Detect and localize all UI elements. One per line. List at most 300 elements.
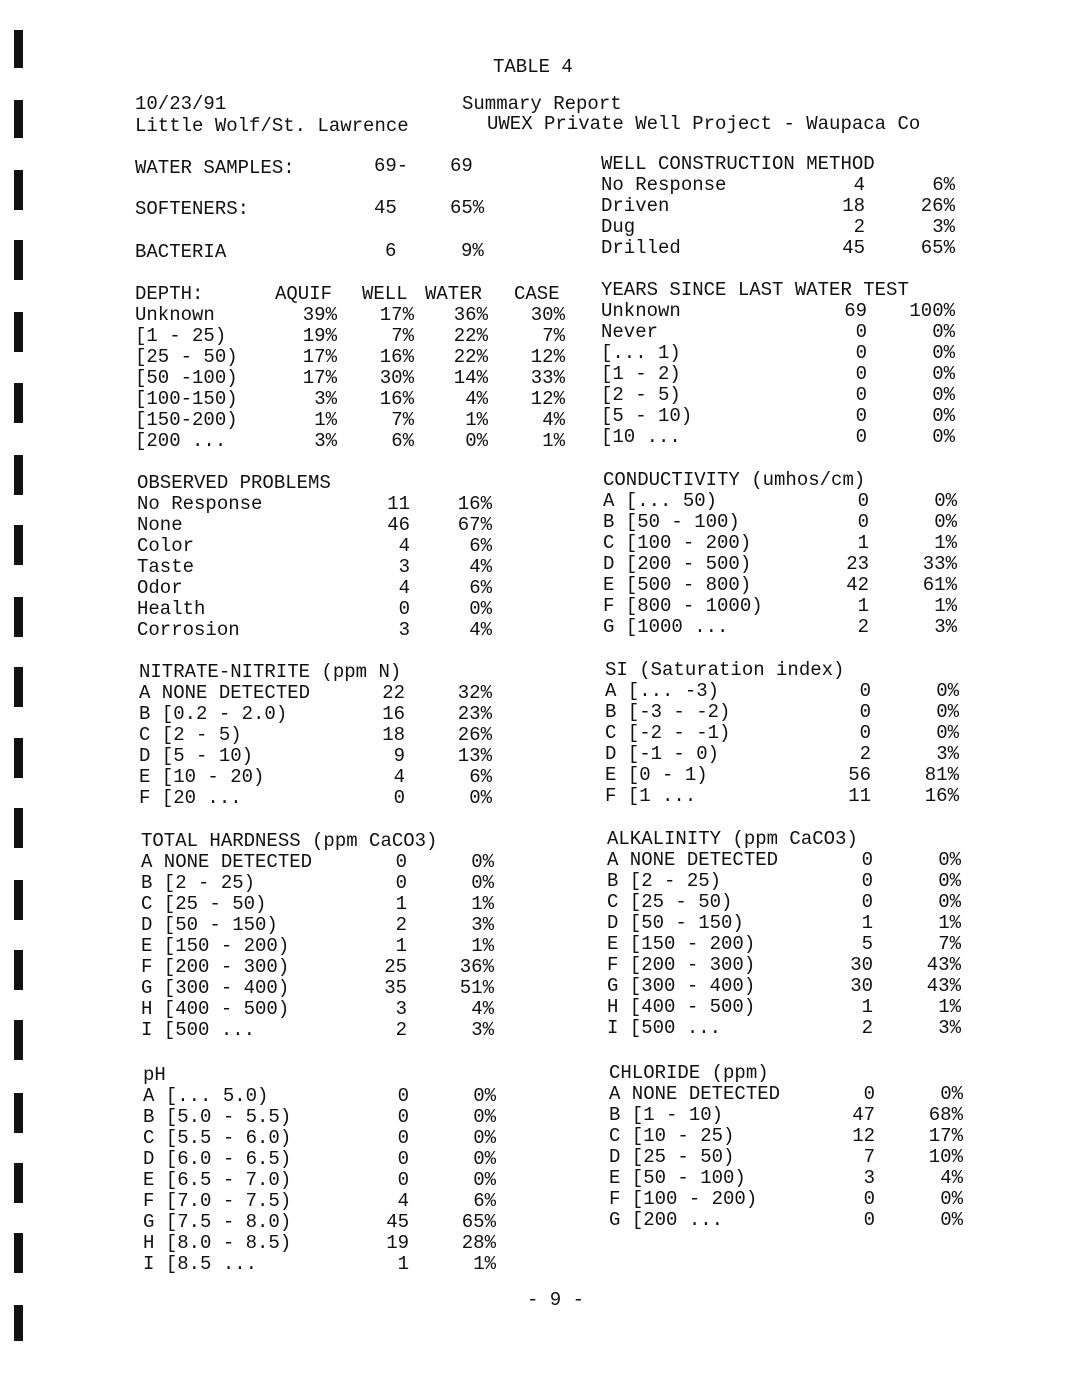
count-value: 0 [855,426,867,448]
case-value: 7% [542,325,565,347]
table-row [141,915,501,936]
section-title: SI (Saturation index) [605,659,845,681]
percent-value: 0% [932,363,955,385]
row-label: I [500 ... [141,1019,256,1041]
count-value: 23 [846,553,869,575]
table-row [607,955,967,976]
count-value: 0 [863,1083,875,1105]
count-value: 3 [395,998,407,1020]
table-row [607,892,967,913]
table-row [605,702,965,723]
table-row [609,1126,969,1147]
table-row [137,557,497,578]
percent-value: 17% [928,1125,963,1147]
row-label: H [8.0 - 8.5) [143,1232,292,1254]
percent-value: 43% [926,954,961,976]
row-label: E [500 - 800) [603,574,752,596]
percent-value: 0% [932,321,955,343]
aquif-value: 39% [302,304,337,326]
percent-value: 67% [457,514,492,536]
row-label: I [8.5 ... [143,1253,258,1275]
percent-value: 0% [932,405,955,427]
softeners-count: 45 [374,197,397,219]
percent-value: 100% [909,300,955,322]
count-value: 0 [397,1148,409,1170]
well-value: 7% [391,325,414,347]
percent-value: 0% [936,680,959,702]
count-value: 3 [398,619,410,641]
binder-mark [14,525,23,565]
table-row [137,536,497,557]
percent-value: 0% [471,851,494,873]
percent-value: 0% [940,1188,963,1210]
table-row [605,744,965,765]
table-row [143,1212,503,1233]
table-row [603,554,963,575]
table-row [135,431,575,452]
count-value: 1 [397,1253,409,1275]
count-value: 18 [842,195,865,217]
table-row [609,1147,969,1168]
percent-value: 0% [934,511,957,533]
bacteria-label: BACTERIA [135,241,227,263]
count-value: 2 [395,914,407,936]
table-row [607,871,967,892]
row-label: G [300 - 400) [141,977,290,999]
row-label: F [200 - 300) [141,956,290,978]
percent-value: 32% [457,682,492,704]
percent-value: 0% [934,490,957,512]
percent-value: 6% [932,174,955,196]
table-row [601,364,961,385]
row-label: A [... 5.0) [143,1085,269,1107]
row-label: B [2 - 25) [141,872,256,894]
water-samples-label: WATER SAMPLES: [135,157,295,179]
count-value: 0 [397,1127,409,1149]
table-row [601,196,961,217]
percent-value: 0% [473,1106,496,1128]
row-label: B [0.2 - 2.0) [139,703,288,725]
percent-value: 0% [938,849,961,871]
row-label: C [5.5 - 6.0) [143,1127,292,1149]
count-value: 1 [395,935,407,957]
table-row [601,427,961,448]
aquif-value: 3% [314,388,337,410]
percent-value: 81% [924,764,959,786]
table-row [601,217,961,238]
percent-value: 36% [459,956,494,978]
water-value: 4% [465,388,488,410]
percent-value: 0% [938,891,961,913]
percent-value: 26% [457,724,492,746]
binder-mark [14,738,23,778]
table-row [139,788,499,809]
row-label: E [10 - 20) [139,766,265,788]
binder-mark [14,597,23,637]
row-label: H [400 - 500) [607,996,756,1018]
well-value: 16% [379,346,414,368]
percent-value: 1% [934,532,957,554]
nitrate-section [139,662,499,809]
section-title: CHLORIDE (ppm) [609,1062,769,1084]
percent-value: 3% [932,216,955,238]
percent-value: 16% [457,493,492,515]
table-row [603,533,963,554]
count-value: 19 [386,1232,409,1254]
softeners-label: SOFTENERS: [135,198,250,220]
years-since-test-section [601,280,961,448]
count-value: 0 [857,490,869,512]
case-value: 33% [530,367,565,389]
count-value: 69 [844,300,867,322]
report-date: 10/23/91 [135,93,227,115]
count-value: 0 [395,872,407,894]
row-label: None [137,514,183,536]
row-label: C [25 - 50) [607,891,733,913]
count-value: 11 [848,785,871,807]
table-row [607,1018,967,1039]
count-value: 0 [397,1085,409,1107]
count-value: 16 [382,703,405,725]
count-value: 42 [846,574,869,596]
percent-value: 0% [938,870,961,892]
percent-value: 6% [469,766,492,788]
row-label: D [25 - 50) [609,1146,735,1168]
percent-value: 0% [473,1148,496,1170]
count-value: 5 [861,933,873,955]
percent-value: 0% [473,1085,496,1107]
count-value: 45 [842,237,865,259]
binder-mark [14,880,23,920]
table-row [605,765,965,786]
table-row [141,957,501,978]
table-row [605,786,965,807]
count-value: 0 [855,405,867,427]
table-row [601,175,961,196]
row-label: B [1 - 10) [609,1104,724,1126]
row-label: E [150 - 200) [141,935,290,957]
binder-mark [14,383,23,423]
aquif-value: 3% [314,430,337,452]
table-row [609,1105,969,1126]
percent-value: 10% [928,1146,963,1168]
row-label: C [10 - 25) [609,1125,735,1147]
percent-value: 0% [473,1127,496,1149]
percent-value: 65% [920,237,955,259]
water-value: 1% [465,409,488,431]
table-row [135,326,575,347]
table-row [141,999,501,1020]
table-row [601,343,961,364]
row-label: F [800 - 1000) [603,595,763,617]
ph-section [143,1065,503,1275]
row-label: Health [137,598,206,620]
percent-value: 28% [461,1232,496,1254]
case-value: 12% [530,388,565,410]
percent-value: 13% [457,745,492,767]
row-label: A NONE DETECTED [139,682,311,704]
count-value: 0 [861,891,873,913]
table-row [601,301,961,322]
depth-label: DEPTH: [135,283,204,305]
binder-mark [14,1093,23,1133]
percent-value: 3% [938,1017,961,1039]
row-label: H [400 - 500) [141,998,290,1020]
table-row [609,1168,969,1189]
count-value: 9 [393,745,405,767]
percent-value: 4% [940,1167,963,1189]
count-value: 45 [386,1211,409,1233]
table-row [139,704,499,725]
row-label: [2 - 5) [601,384,681,406]
table-row [601,406,961,427]
row-label: F [7.0 - 7.5) [143,1190,292,1212]
count-value: 0 [855,342,867,364]
table-row [601,322,961,343]
aquif-value: 1% [314,409,337,431]
count-value: 12 [852,1125,875,1147]
table-row [605,681,965,702]
binder-mark [14,1305,23,1341]
row-label: A [... 50) [603,490,718,512]
depth-range-label: [25 - 50) [135,346,238,368]
binder-mark [14,1163,23,1203]
depth-range-label: [1 - 25) [135,325,227,347]
row-label: Never [601,321,659,343]
row-label: [1 - 2) [601,363,681,385]
table-title: TABLE 4 [493,56,573,78]
table-row [141,894,501,915]
percent-value: 23% [457,703,492,725]
table-row [609,1189,969,1210]
row-label: E [0 - 1) [605,764,708,786]
percent-value: 3% [934,616,957,638]
row-label: A NONE DETECTED [607,849,779,871]
case-value: 4% [542,409,565,431]
section-title: YEARS SINCE LAST WATER TEST [601,279,909,301]
row-label: C [25 - 50) [141,893,267,915]
bacteria-count: 6 [385,240,397,262]
count-value: 0 [855,321,867,343]
count-value: 4 [853,174,865,196]
binder-mark [14,808,23,848]
row-label: D [50 - 150) [141,914,278,936]
row-label: B [50 - 100) [603,511,740,533]
depth-range-label: [200 ... [135,430,227,452]
section-title: WELL CONSTRUCTION METHOD [601,153,875,175]
table-row [605,723,965,744]
percent-value: 3% [471,914,494,936]
row-label: I [500 ... [607,1017,722,1039]
well-header: WELL [362,283,408,305]
row-label: Odor [137,577,183,599]
row-label: G [1000 ... [603,616,729,638]
depth-table [135,284,575,452]
count-value: 0 [855,384,867,406]
row-label: Corrosion [137,619,240,641]
row-label: G [300 - 400) [607,975,756,997]
row-label: D [50 - 150) [607,912,744,934]
table-row [601,385,961,406]
percent-value: 16% [924,785,959,807]
row-label: [10 ... [601,426,681,448]
count-value: 18 [382,724,405,746]
count-value: 4 [398,577,410,599]
count-value: 0 [861,870,873,892]
binder-mark [14,170,23,210]
percent-value: 0% [471,872,494,894]
count-value: 30 [850,954,873,976]
percent-value: 33% [922,553,957,575]
depth-range-label: Unknown [135,304,215,326]
table-row [607,976,967,997]
count-value: 0 [859,680,871,702]
row-label: C [100 - 200) [603,532,752,554]
percent-value: 43% [926,975,961,997]
alkalinity-section [607,829,967,1039]
depth-header-row [135,284,575,305]
count-value: 0 [857,511,869,533]
hardness-section [141,831,501,1041]
percent-value: 3% [936,743,959,765]
row-label: D [5 - 10) [139,745,254,767]
depth-range-label: [150-200) [135,409,238,431]
aquif-value: 19% [302,325,337,347]
row-label: A NONE DETECTED [141,851,313,873]
table-row [607,934,967,955]
count-value: 56 [848,764,871,786]
count-value: 0 [398,598,410,620]
row-label: [5 - 10) [601,405,693,427]
row-label: F [1 ... [605,785,697,807]
table-row [143,1170,503,1191]
section-title: CONDUCTIVITY (umhos/cm) [603,469,866,491]
case-header: CASE [514,283,560,305]
percent-value: 0% [936,701,959,723]
count-value: 2 [857,616,869,638]
table-row [141,936,501,957]
binder-mark [14,1020,23,1060]
table-row [143,1191,503,1212]
count-value: 0 [863,1188,875,1210]
count-value: 22 [382,682,405,704]
count-value: 35 [384,977,407,999]
table-row [137,599,497,620]
table-row [603,491,963,512]
section-title: NITRATE-NITRITE (ppm N) [139,661,402,683]
well-value: 7% [391,409,414,431]
row-label: No Response [137,493,263,515]
count-value: 2 [853,216,865,238]
table-row [603,596,963,617]
percent-value: 0% [940,1083,963,1105]
row-label: G [200 ... [609,1209,724,1231]
percent-value: 4% [469,619,492,641]
percent-value: 0% [940,1209,963,1231]
table-row [609,1084,969,1105]
binder-mark [14,100,23,138]
table-row [139,767,499,788]
row-label: Unknown [601,300,681,322]
count-value: 3 [863,1167,875,1189]
percent-value: 7% [938,933,961,955]
row-label: Drilled [601,237,681,259]
percent-value: 0% [936,722,959,744]
count-value: 4 [398,535,410,557]
row-label: E [50 - 100) [609,1167,746,1189]
page-number: - 9 - [527,1289,585,1311]
table-row [607,913,967,934]
row-label: B [-3 - -2) [605,701,731,723]
percent-value: 61% [922,574,957,596]
water-samples-total: 69 [450,155,473,177]
count-value: 11 [387,493,410,515]
row-label: Dug [601,216,636,238]
water-value: 36% [453,304,488,326]
percent-value: 65% [461,1211,496,1233]
location: Little Wolf/St. Lawrence [135,115,409,137]
count-value: 1 [395,893,407,915]
table-row [603,617,963,638]
water-value: 22% [453,346,488,368]
percent-value: 6% [469,535,492,557]
table-row [135,347,575,368]
case-value: 1% [542,430,565,452]
construction-section [601,154,961,259]
percent-value: 1% [471,893,494,915]
count-value: 2 [859,743,871,765]
percent-value: 26% [920,195,955,217]
row-label: G [7.5 - 8.0) [143,1211,292,1233]
row-label: Taste [137,556,195,578]
count-value: 4 [393,766,405,788]
table-row [143,1233,503,1254]
case-value: 12% [530,346,565,368]
saturation-section [605,660,965,807]
percent-value: 0% [932,426,955,448]
count-value: 3 [398,556,410,578]
row-label: E [150 - 200) [607,933,756,955]
count-value: 0 [397,1169,409,1191]
count-value: 0 [393,787,405,809]
table-row [139,746,499,767]
row-label: B [2 - 25) [607,870,722,892]
count-value: 25 [384,956,407,978]
aquif-value: 17% [302,367,337,389]
table-row [141,852,501,873]
row-label: F [100 - 200) [609,1188,758,1210]
count-value: 0 [859,701,871,723]
binder-mark [14,455,23,495]
row-label: [... 1) [601,342,681,364]
table-row [141,978,501,999]
table-row [607,997,967,1018]
percent-value: 6% [469,577,492,599]
aquif-value: 17% [302,346,337,368]
table-row [135,389,575,410]
row-label: F [20 ... [139,787,242,809]
binder-mark [14,312,23,352]
row-label: No Response [601,174,727,196]
table-row [603,575,963,596]
row-label: Color [137,535,195,557]
table-row [601,238,961,259]
count-value: 47 [852,1104,875,1126]
row-label: A [... -3) [605,680,720,702]
binder-mark [14,1233,23,1273]
count-value: 1 [857,595,869,617]
water-value: 22% [453,325,488,347]
